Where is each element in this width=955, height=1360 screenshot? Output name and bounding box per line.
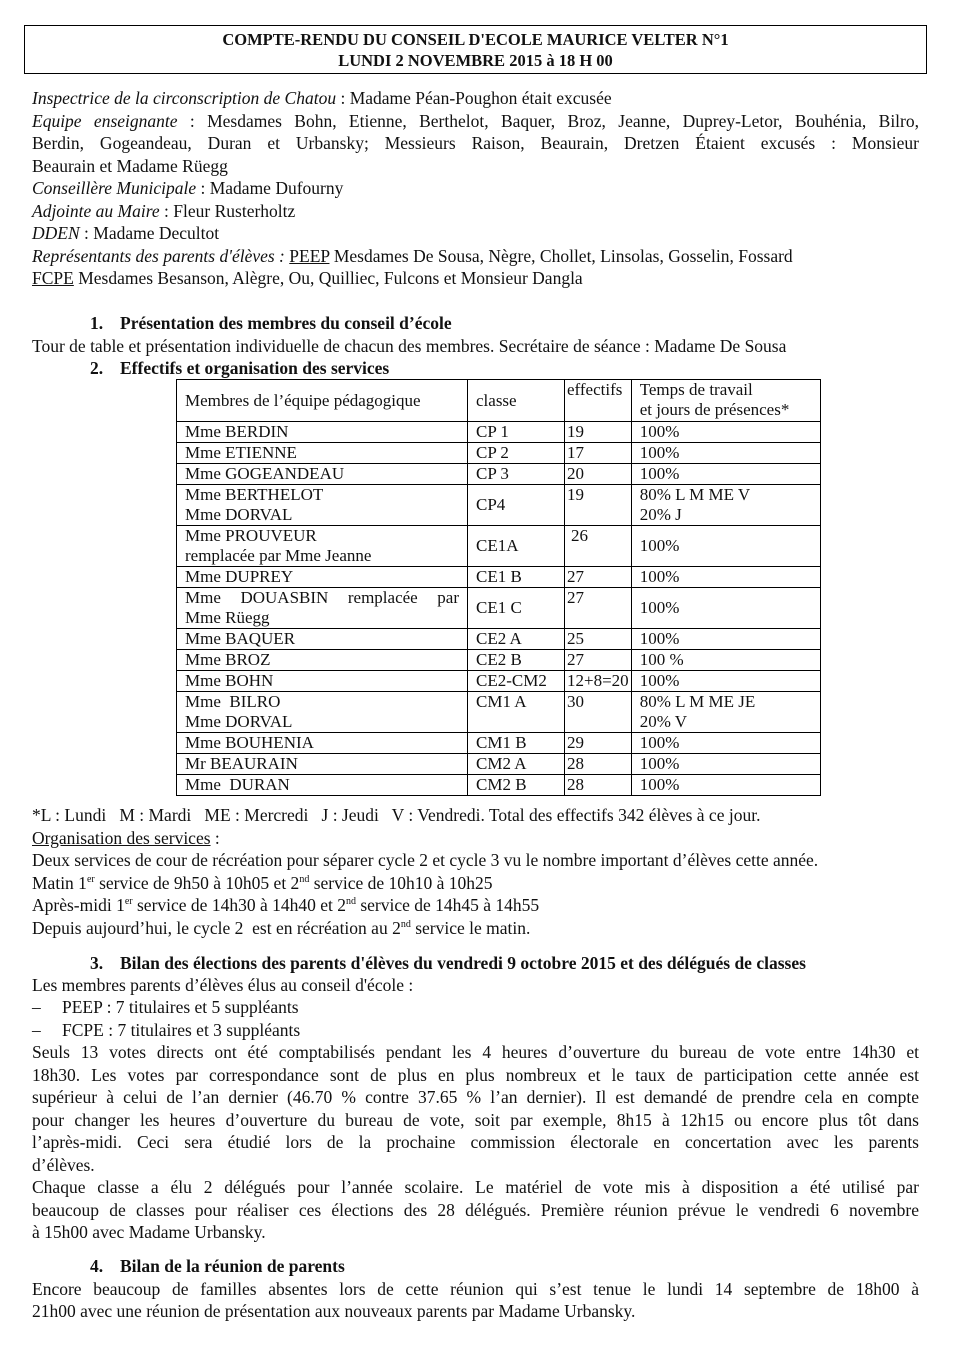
schedule-morning: Matin 1er service de 9h50 à 10h05 et 2nd service de 10h10 à 10h25 <box>32 873 493 893</box>
header-members: Membres de l’équipe pédagogique <box>177 380 468 422</box>
dash-bullet-icon: – <box>32 1020 41 1040</box>
document-date: LUNDI 2 NOVEMBRE 2015 à 18 H 00 <box>338 51 613 70</box>
section-3-paragraph-2: à 15h00 avec Madame Urbansky. <box>32 1222 266 1242</box>
schedule-afternoon: Après-midi 1er service de 14h30 à 14h40 et 2nd service de 14h45 à 14h55 <box>32 895 540 915</box>
attendee-equipe-cont: Berdin, Gogeandeau, Duran et Urbansky; Messieurs Raison, Beaurain, Dretzen Étaient excusés : Monsieur <box>32 133 919 153</box>
table-row: Mme PROUVEUR remplacée par Mme Jeanne CE1A 26 100% <box>177 526 821 567</box>
table-row: Mme BERTHELOT Mme DORVAL CP4 19 80% L M ME V 20% J <box>177 485 821 526</box>
table-header-row <box>177 380 821 422</box>
attendee-peep: Représentants des parents d'élèves : PEEP Mesdames De Sousa, Nègre, Chollet, Linsolas, Gosselin, Fossard <box>32 246 793 266</box>
section-3-intro: Les membres parents d’élèves élus au conseil d'école : <box>32 975 414 995</box>
table-row: Mme GOGEANDEAU CP 3 20 100% <box>177 464 821 485</box>
table-row: Mme BOUHENIA CM1 B 29 100% <box>177 733 821 754</box>
document-title: COMPTE-RENDU DU CONSEIL D'ECOLE MAURICE VELTER N°1 <box>222 30 729 49</box>
section-4-text: Encore beaucoup de familles absentes lors de cette réunion qui s’est tenue le lundi 14 septembre de 18h00 à <box>32 1279 919 1299</box>
attendee-equipe-end: Beaurain et Madame Rüegg <box>32 156 228 176</box>
bullet-fcpe: – FCPE : 7 titulaires et 3 suppléants <box>32 1020 301 1040</box>
section-3-paragraph-1: l’après-midi. Ceci sera étudié lors de la prochaine commission électorale en concertation avec les parents <box>32 1132 919 1152</box>
table-row: Mme BILRO Mme DORVAL CM1 A 30 80% L M ME JE 20% V <box>177 692 821 733</box>
header-temps: Temps de travail et jours de présences* <box>631 380 820 422</box>
section-4-text: 21h00 avec une réunion de présentation aux nouveaux parents par Madame Urbansky. <box>32 1301 636 1321</box>
section-3-paragraph-1: supérieur à celui de l’an dernier (46.70 % contre 37.65 % l’an dernier). Il est demandé de prendre cela en compte <box>32 1087 919 1107</box>
section-4-heading: 4. Bilan de la réunion de parents <box>90 1256 345 1276</box>
attendee-conseillere: Conseillère Municipale : Madame Dufourny <box>32 178 344 198</box>
header-classe: classe <box>468 380 565 422</box>
attendee-inspectrice: Inspectrice de la circonscription de Chatou : Madame Péan-Poughon était excusée <box>32 88 612 108</box>
document-title-box <box>24 25 927 74</box>
schedule-note: Depuis aujourd’hui, le cycle 2 est en récréation au 2nd service le matin. <box>32 918 531 938</box>
attendee-fcpe: FCPE Mesdames Besanson, Alègre, Ou, Quilliec, Fulcons et Monsieur Dangla <box>32 268 583 288</box>
attendee-equipe: Equipe enseignante : Mesdames Bohn, Etienne, Berthelot, Baquer, Broz, Jeanne, Duprey-Letor, Bouhénia, Bilro, <box>32 111 919 131</box>
section-1-text: Tour de table et présentation individuelle de chacun des membres. Secrétaire de séance : Madame De Sousa <box>32 336 787 356</box>
table-row: Mme DOUASBIN remplacée par Mme Rüegg CE1 C 27 100% <box>177 588 821 629</box>
section-3-paragraph-1: pour changer les heures d’ouverture du bureau de vote, soit par exemple, 8h15 à 12h15 ou encore plus tôt dans <box>32 1110 919 1130</box>
section-3-paragraph-2: beaucoup de classes pour réaliser ces élections des 28 délégués. Première réunion prévue le vendredi 6 novembre <box>32 1200 919 1220</box>
table-row: Mme DURAN CM2 B 28 100% <box>177 775 821 796</box>
bullet-peep: – PEEP : 7 titulaires et 5 suppléants <box>32 997 299 1017</box>
organisation-text: Deux services de cour de récréation pour séparer cycle 2 et cycle 3 vu le nombre important d’élèves cette année. <box>32 850 819 870</box>
table-row: Mme ETIENNE CP 2 17 100% <box>177 443 821 464</box>
table-row: Mme BOHN CE2-CM2 12+8=20 100% <box>177 671 821 692</box>
attendee-dden: DDEN : Madame Decultot <box>32 223 220 243</box>
days-legend: *L : Lundi M : Mardi ME : Mercredi J : Jeudi V : Vendredi. Total des effectifs 342 élèves à ce jour. <box>32 805 761 825</box>
table-row: Mr BEAURAIN CM2 A 28 100% <box>177 754 821 775</box>
section-1-heading: 1. Présentation des membres du conseil d’école <box>90 313 452 333</box>
section-3-paragraph-2: Chaque classe a élu 2 délégués pour l’année scolaire. Le matériel de vote mis à disposition a été utilisé par <box>32 1177 919 1197</box>
section-3-paragraph-1: Seuls 13 votes directs ont été comptabilisés pendant les 4 heures d’ouverture du bureau de vote entre 14h30 et <box>32 1042 919 1062</box>
section-2-heading: 2. Effectifs et organisation des services <box>90 358 390 378</box>
dash-bullet-icon: – <box>32 997 41 1017</box>
section-3-heading: 3. Bilan des élections des parents d'élèves du vendredi 9 octobre 2015 et des délégués de classes <box>90 953 806 973</box>
header-effectifs: effectifs <box>565 380 632 422</box>
section-3-paragraph-1: 18h30. Les votes par correspondance sont de plus en plus nombreux et le taux de participation cette année est <box>32 1065 919 1085</box>
section-3-paragraph-1: d’élèves. <box>32 1155 95 1175</box>
staff-table <box>176 379 821 796</box>
table-row: Mme DUPREY CE1 B 27 100% <box>177 567 821 588</box>
attendee-adjointe: Adjointe au Maire : Fleur Rusterholtz <box>32 201 296 221</box>
organisation-heading: Organisation des services : <box>32 828 220 848</box>
table-row: Mme BROZ CE2 B 27 100 % <box>177 650 821 671</box>
table-row: Mme BAQUER CE2 A 25 100% <box>177 629 821 650</box>
table-row: Mme BERDIN CP 1 19 100% <box>177 422 821 443</box>
